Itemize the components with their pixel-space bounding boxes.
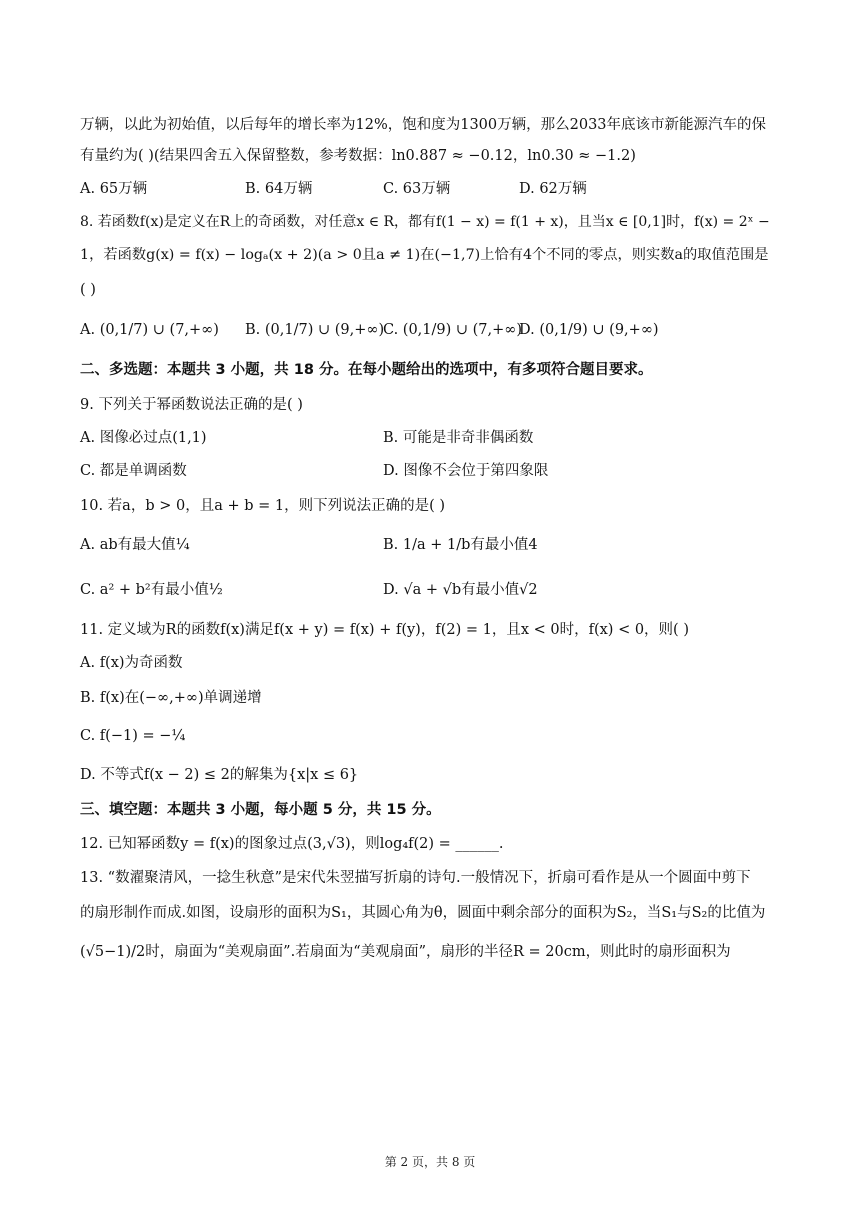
section-fill-in-heading: 三、填空题：本题共 3 小题，每小题 5 分，共 15 分。 bbox=[80, 802, 441, 818]
q7-line-2: 有量约为( )(结果四舍五入保留整数，参考数据：ln0.887 ≈ −0.12，ln0.30 ≈ −1.2) bbox=[80, 148, 636, 164]
q9-option-d: D. 图像不会位于第四象限 bbox=[383, 463, 549, 479]
q7-line-1: 万辆，以此为初始值，以后每年的增长率为12%，饱和度为1300万辆，那么2033年底该市新能源汽车的保 bbox=[80, 117, 767, 133]
q7-option-b: B. 64万辆 bbox=[245, 181, 313, 197]
q11-option-a: A. f(x)为奇函数 bbox=[80, 655, 183, 671]
q13-line-3: (√5−1)/2时，扇面为“美观扇面”.若扇面为“美观扇面”，扇形的半径R = 20cm，则此时的扇形面积为 bbox=[80, 944, 731, 960]
q10-option-b: B. 1/a + 1/b有最小值4 bbox=[383, 537, 538, 553]
q9-option-c: C. 都是单调函数 bbox=[80, 463, 187, 479]
q8-option-c: C. (0,1/9) ∪ (7,+∞) bbox=[383, 322, 523, 338]
q7-option-a: A. 65万辆 bbox=[80, 181, 148, 197]
q7-option-d: D. 62万辆 bbox=[519, 181, 587, 197]
q11-option-b: B. f(x)在(−∞,+∞)单调递增 bbox=[80, 690, 262, 706]
q11-option-c: C. f(−1) = −¼ bbox=[80, 728, 186, 744]
q9-stem: 9. 下列关于幂函数说法正确的是( ) bbox=[80, 397, 303, 413]
q9-option-a: A. 图像必过点(1,1) bbox=[80, 430, 207, 446]
section-multiple-choice-heading: 二、多选题：本题共 3 小题，共 18 分。在每小题给出的选项中，有多项符合题目要求。 bbox=[80, 362, 653, 378]
q10-stem: 10. 若a，b > 0，且a + b = 1，则下列说法正确的是( ) bbox=[80, 498, 445, 514]
page-footer: 第 2 页，共 8 页 bbox=[384, 1155, 476, 1169]
q8-option-b: B. (0,1/7) ∪ (9,+∞) bbox=[245, 322, 385, 338]
q9-option-b: B. 可能是非奇非偶函数 bbox=[383, 430, 534, 446]
q8-option-a: A. (0,1/7) ∪ (7,+∞) bbox=[80, 322, 219, 338]
q8-line-1: 8. 若函数f(x)是定义在R上的奇函数，对任意x ∈ R，都有f(1 − x) = f(1 + x)，且当x ∈ [0,1]时，f(x) = 2ˣ − bbox=[80, 214, 770, 230]
q8-line-2: 1，若函数g(x) = f(x) − logₐ(x + 2)(a > 0且a ≠ 1)在(−1,7)上恰有4个不同的零点，则实数a的取值范围是 bbox=[80, 247, 769, 263]
q10-option-a: A. ab有最大值¼ bbox=[80, 537, 190, 553]
q8-line-3: ( ) bbox=[80, 282, 96, 298]
q10-option-d: D. √a + √b有最小值√2 bbox=[383, 582, 538, 598]
q7-option-c: C. 63万辆 bbox=[383, 181, 451, 197]
q13-line-1: 13. “数濯聚清风，一捻生秋意”是宋代朱翌描写折扇的诗句.一般情况下，折扇可看作是从一个圆面中剪下 bbox=[80, 870, 751, 886]
q8-option-d: D. (0,1/9) ∪ (9,+∞) bbox=[519, 322, 659, 338]
q13-line-2: 的扇形制作而成.如图，设扇形的面积为S₁，其圆心角为θ，圆面中剩余部分的面积为S₂，当S₁与S₂的比值为 bbox=[80, 905, 766, 921]
q11-option-d: D. 不等式f(x − 2) ≤ 2的解集为{x|x ≤ 6} bbox=[80, 767, 359, 783]
q12-stem: 12. 已知幂函数y = f(x)的图象过点(3,√3)，则log₄f(2) = ______. bbox=[80, 836, 504, 852]
q11-stem: 11. 定义域为R的函数f(x)满足f(x + y) = f(x) + f(y)，f(2) = 1，且x < 0时，f(x) < 0，则( ) bbox=[80, 622, 689, 638]
q10-option-c: C. a² + b²有最小值½ bbox=[80, 582, 223, 598]
